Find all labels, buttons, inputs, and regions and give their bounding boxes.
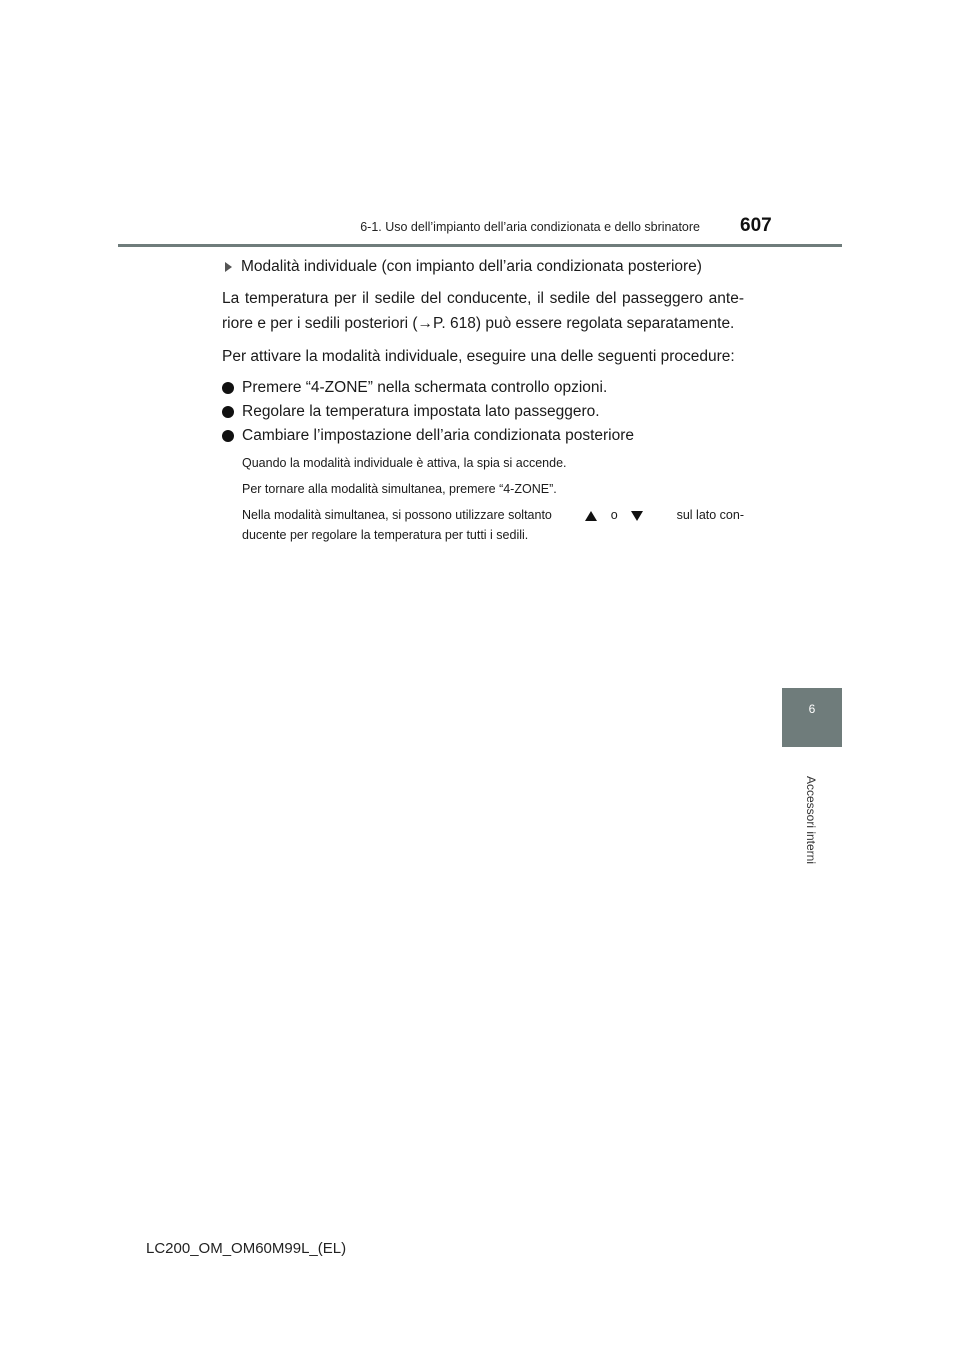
triangle-down-icon — [631, 511, 643, 521]
instruction-paragraph: Per attivare la modalità individuale, eseguire una delle seguenti procedure: — [222, 348, 735, 365]
section-title: 6-1. Uso dell’impianto dell’aria condizionata e dello sbrinatore — [360, 220, 700, 234]
intro-paragraph — [222, 286, 744, 336]
note-temperature-buttons — [242, 505, 744, 545]
list-item — [222, 377, 744, 399]
note-text-start: Nella modalità simultanea, si possono utilizzare soltanto — [242, 508, 552, 522]
page-reference-link[interactable]: →P. 618 — [417, 315, 476, 332]
triangle-up-icon — [585, 511, 597, 521]
intro-text-end: ) può essere regolata separatamente. — [475, 315, 735, 332]
note-simultaneous-mode: Per tornare alla modalità simultanea, premere “4-ZONE”. — [242, 482, 557, 496]
note-individual-mode: Quando la modalità individuale è attiva, la spia si accende. — [242, 456, 567, 470]
bullet-icon — [222, 406, 234, 418]
notes — [242, 453, 744, 545]
intro-text-start: La temperatura per il sedile del conducente, il sedile del passeggero ante- riore e per i sedili posteriori ( — [222, 290, 744, 332]
header-divider — [118, 244, 842, 247]
bullet-icon — [222, 382, 234, 394]
chapter-tab — [782, 688, 842, 747]
main-content — [222, 256, 744, 545]
bullet-icon — [222, 430, 234, 442]
note-text-end: ducente per regolare la temperatura per tutti i sedili. — [242, 528, 529, 542]
note-text-after: sul lato con- — [676, 508, 744, 522]
list-item-text: Regolare la temperatura impostata lato passeggero. — [242, 403, 600, 420]
list-item-text: Premere “4-ZONE” nella schermata controllo opzioni. — [242, 379, 608, 396]
chapter-label: Accessori interni — [804, 775, 818, 865]
list-item — [222, 401, 744, 423]
list-item-text: Cambiare l’impostazione dell’aria condizionata posteriore — [242, 427, 635, 444]
page-number: 607 — [740, 215, 772, 236]
note-or-text: o — [610, 508, 618, 522]
document-code: LC200_OM_OM60M99L_(EL) — [146, 1240, 347, 1257]
subheading-text: Modalità individuale (con impianto dell’aria condizionata posteriore) — [241, 258, 702, 275]
chapter-number: 6 — [808, 702, 816, 716]
list-item — [222, 425, 744, 447]
subheading — [222, 256, 744, 278]
arrow-right-icon — [225, 262, 232, 272]
